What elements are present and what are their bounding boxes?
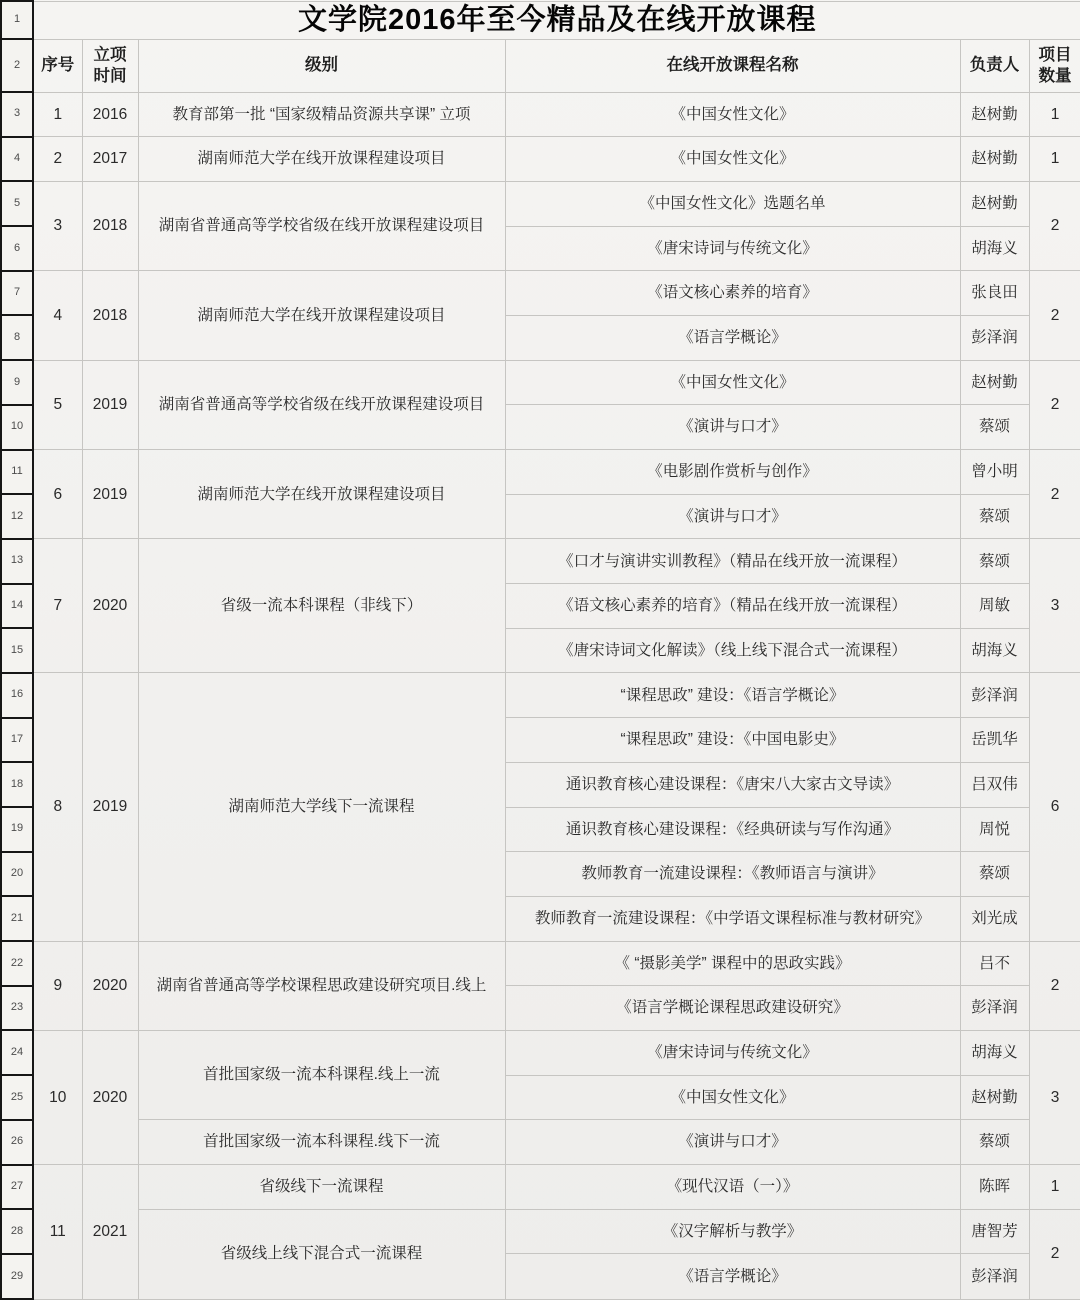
year-cell: 2018 [82, 181, 138, 270]
row-number: 23 [1, 986, 33, 1031]
year-cell: 2019 [82, 673, 138, 941]
level-cell: 湖南省普通高等学校课程思政建设研究项目.线上 [138, 941, 505, 1030]
seq-cell: 6 [33, 450, 82, 539]
course-name-cell: 《现代汉语（一）》 [505, 1165, 960, 1210]
row-number: 6 [1, 226, 33, 271]
person-cell: 陈晖 [960, 1165, 1029, 1210]
course-name-cell: 《唐宋诗词与传统文化》 [505, 1030, 960, 1075]
course-name-cell: 《汉字解析与教学》 [505, 1209, 960, 1254]
seq-cell: 8 [33, 673, 82, 941]
course-name-cell: 《语言学概论课程思政建设研究》 [505, 986, 960, 1031]
table-row [1, 1030, 1080, 1075]
project-count-cell: 2 [1029, 181, 1080, 270]
course-name-cell: 通识教育核心建设课程：《唐宋八大家古文导读》 [505, 762, 960, 807]
level-cell: 首批国家级一流本科课程.线下一流 [138, 1120, 505, 1165]
project-count-cell: 3 [1029, 539, 1080, 673]
column-header-year: 立项时间 [82, 39, 138, 92]
row-number: 27 [1, 1165, 33, 1210]
row-number: 3 [1, 92, 33, 137]
course-name-cell: 《语文核心素养的培育》（精品在线开放一流课程） [505, 584, 960, 629]
course-name-cell: 教师教育一流建设课程：《教师语言与演讲》 [505, 852, 960, 897]
person-cell: 彭泽润 [960, 315, 1029, 360]
year-cell: 2018 [82, 271, 138, 360]
person-cell: 吕双伟 [960, 762, 1029, 807]
project-count-cell: 3 [1029, 1030, 1080, 1164]
table-row [1, 1209, 1080, 1254]
project-count-cell: 2 [1029, 941, 1080, 1030]
row-number: 12 [1, 494, 33, 539]
column-header-seq: 序号 [33, 39, 82, 92]
year-cell: 2020 [82, 941, 138, 1030]
table-row [1, 450, 1080, 495]
person-cell: 彭泽润 [960, 673, 1029, 718]
seq-cell: 5 [33, 360, 82, 449]
row-number: 19 [1, 807, 33, 852]
year-cell: 2016 [82, 92, 138, 137]
course-name-cell: 《口才与演讲实训教程》（精品在线开放一流课程） [505, 539, 960, 584]
column-header-level: 级别 [138, 39, 505, 92]
level-cell: 教育部第一批 “国家级精品资源共享课” 立项 [138, 92, 505, 137]
course-name-cell: 《中国女性文化》选题名单 [505, 181, 960, 226]
year-cell: 2017 [82, 137, 138, 182]
person-cell: 张良田 [960, 271, 1029, 316]
seq-cell: 10 [33, 1030, 82, 1164]
table-row [1, 271, 1080, 316]
person-cell: 唐智芳 [960, 1209, 1029, 1254]
project-count-cell: 1 [1029, 92, 1080, 137]
seq-cell: 11 [33, 1165, 82, 1299]
course-name-cell: “课程思政” 建设：《语言学概论》 [505, 673, 960, 718]
row-number: 16 [1, 673, 33, 718]
person-cell: 赵树勤 [960, 360, 1029, 405]
table-row [1, 539, 1080, 584]
seq-cell: 9 [33, 941, 82, 1030]
level-cell: 首批国家级一流本科课程.线上一流 [138, 1030, 505, 1119]
row-number: 9 [1, 360, 33, 405]
row-number: 10 [1, 405, 33, 450]
course-name-cell: 教师教育一流建设课程：《中学语文课程标准与教材研究》 [505, 896, 960, 941]
row-number: 25 [1, 1075, 33, 1120]
project-count-cell: 2 [1029, 1209, 1080, 1299]
project-count-cell: 2 [1029, 360, 1080, 449]
person-cell: 赵树勤 [960, 137, 1029, 182]
course-name-cell: 《演讲与口才》 [505, 405, 960, 450]
project-count-cell: 6 [1029, 673, 1080, 941]
course-name-cell: 通识教育核心建设课程：《经典研读与写作沟通》 [505, 807, 960, 852]
table-row [1, 673, 1080, 718]
course-name-cell: 《 “摄影美学” 课程中的思政实践》 [505, 941, 960, 986]
project-count-cell: 2 [1029, 271, 1080, 360]
row-number: 20 [1, 852, 33, 897]
year-cell: 2019 [82, 450, 138, 539]
row-number: 5 [1, 181, 33, 226]
person-cell: 胡海义 [960, 1030, 1029, 1075]
project-count-cell: 1 [1029, 137, 1080, 182]
row-number: 22 [1, 941, 33, 986]
course-name-cell: 《演讲与口才》 [505, 1120, 960, 1165]
level-cell: 湖南省普通高等学校省级在线开放课程建设项目 [138, 181, 505, 270]
row-number: 29 [1, 1254, 33, 1299]
course-name-cell: 《中国女性文化》 [505, 92, 960, 137]
row-number: 21 [1, 896, 33, 941]
person-cell: 蔡颂 [960, 852, 1029, 897]
person-cell: 岳凯华 [960, 718, 1029, 763]
row-number: 18 [1, 762, 33, 807]
year-cell: 2019 [82, 360, 138, 449]
row-number: 1 [1, 1, 33, 39]
course-name-cell: 《唐宋诗词文化解读》（线上线下混合式一流课程） [505, 628, 960, 673]
person-cell: 蔡颂 [960, 1120, 1029, 1165]
page-title: 文学院2016年至今精品及在线开放课程 [33, 1, 1080, 39]
row-number: 14 [1, 584, 33, 629]
row-number: 7 [1, 271, 33, 316]
person-cell: 蔡颂 [960, 539, 1029, 584]
person-cell: 蔡颂 [960, 405, 1029, 450]
person-cell: 胡海义 [960, 226, 1029, 271]
level-cell: 省级线下一流课程 [138, 1165, 505, 1210]
row-number: 17 [1, 718, 33, 763]
person-cell: 赵树勤 [960, 1075, 1029, 1120]
level-cell: 湖南师范大学线下一流课程 [138, 673, 505, 941]
row-number: 4 [1, 137, 33, 182]
person-cell: 蔡颂 [960, 494, 1029, 539]
level-cell: 湖南师范大学在线开放课程建设项目 [138, 271, 505, 360]
row-number: 28 [1, 1209, 33, 1254]
person-cell: 刘光成 [960, 896, 1029, 941]
seq-cell: 2 [33, 137, 82, 182]
course-name-cell: 《语言学概论》 [505, 315, 960, 360]
project-count-cell: 2 [1029, 450, 1080, 539]
course-name-cell: 《语言学概论》 [505, 1254, 960, 1299]
course-name-cell: 《唐宋诗词与传统文化》 [505, 226, 960, 271]
person-cell: 彭泽润 [960, 986, 1029, 1031]
row-number: 8 [1, 315, 33, 360]
column-header-person: 负责人 [960, 39, 1029, 92]
table-row [1, 181, 1080, 226]
row-number: 13 [1, 539, 33, 584]
course-name-cell: 《中国女性文化》 [505, 1075, 960, 1120]
year-cell: 2020 [82, 539, 138, 673]
row-number: 11 [1, 450, 33, 495]
row-number: 26 [1, 1120, 33, 1165]
column-header-count: 项目数量 [1029, 39, 1080, 92]
row-number: 2 [1, 39, 33, 92]
seq-cell: 7 [33, 539, 82, 673]
person-cell: 周敏 [960, 584, 1029, 629]
table-row [1, 1165, 1080, 1210]
level-cell: 省级一流本科课程（非线下） [138, 539, 505, 673]
project-count-cell: 1 [1029, 1165, 1080, 1210]
seq-cell: 4 [33, 271, 82, 360]
table-row [1, 941, 1080, 986]
course-name-cell: “课程思政” 建设：《中国电影史》 [505, 718, 960, 763]
row-number: 15 [1, 628, 33, 673]
course-name-cell: 《演讲与口才》 [505, 494, 960, 539]
course-name-cell: 《中国女性文化》 [505, 360, 960, 405]
table-row [1, 92, 1080, 137]
seq-cell: 1 [33, 92, 82, 137]
level-cell: 省级线上线下混合式一流课程 [138, 1209, 505, 1299]
table-row [1, 360, 1080, 405]
title-row [1, 1, 1080, 39]
row-number: 24 [1, 1030, 33, 1075]
course-name-cell: 《中国女性文化》 [505, 137, 960, 182]
person-cell: 赵树勤 [960, 92, 1029, 137]
level-cell: 湖南省普通高等学校省级在线开放课程建设项目 [138, 360, 505, 449]
course-name-cell: 《语文核心素养的培育》 [505, 271, 960, 316]
table-row [1, 137, 1080, 182]
level-cell: 湖南师范大学在线开放课程建设项目 [138, 137, 505, 182]
table-row [1, 1120, 1080, 1165]
person-cell: 吕不 [960, 941, 1029, 986]
level-cell: 湖南师范大学在线开放课程建设项目 [138, 450, 505, 539]
year-cell: 2020 [82, 1030, 138, 1164]
person-cell: 周悦 [960, 807, 1029, 852]
header-row [1, 39, 1080, 92]
seq-cell: 3 [33, 181, 82, 270]
person-cell: 胡海义 [960, 628, 1029, 673]
column-header-course: 在线开放课程名称 [505, 39, 960, 92]
person-cell: 赵树勤 [960, 181, 1029, 226]
person-cell: 曾小明 [960, 450, 1029, 495]
year-cell: 2021 [82, 1165, 138, 1299]
course-name-cell: 《电影剧作赏析与创作》 [505, 450, 960, 495]
person-cell: 彭泽润 [960, 1254, 1029, 1299]
